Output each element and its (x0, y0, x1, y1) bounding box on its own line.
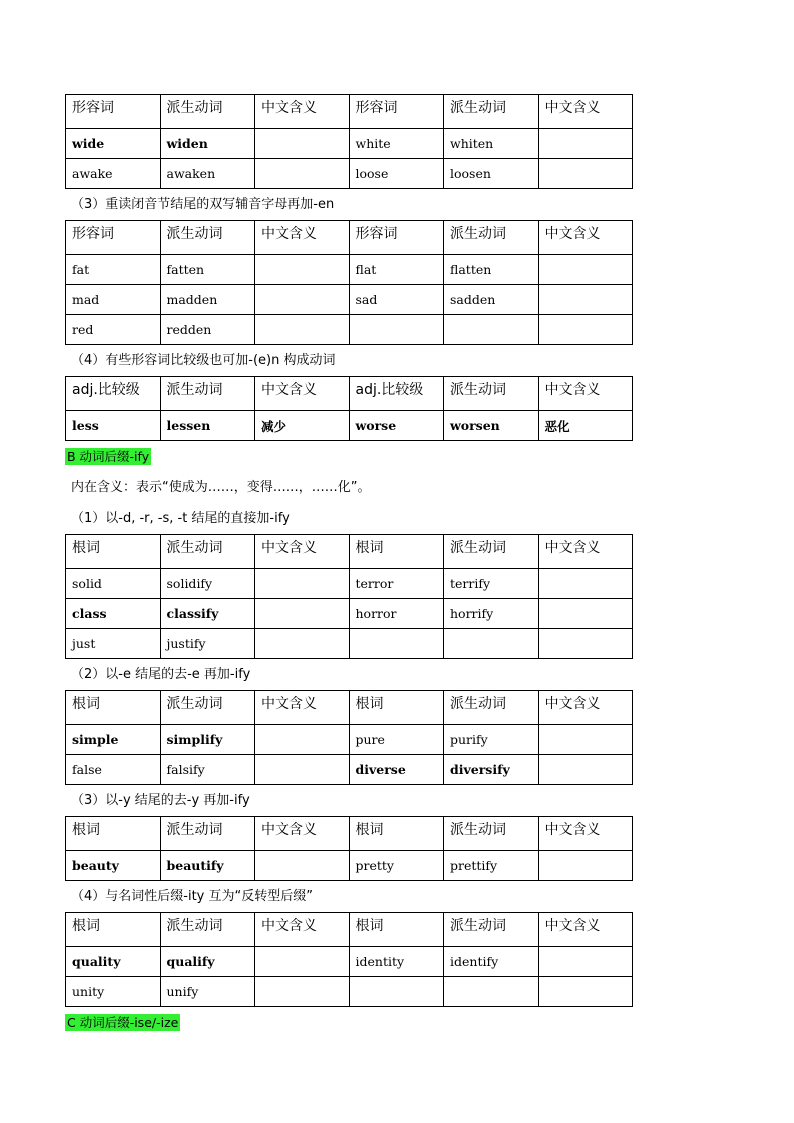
table-cell (349, 629, 444, 659)
table-ify-ity (65, 912, 633, 1007)
table-cell (538, 285, 633, 315)
table-cell: pure (349, 725, 444, 755)
table-row (66, 129, 633, 159)
table-cell: red (66, 315, 161, 345)
table-cell: worsen (444, 411, 539, 441)
table-header-row (66, 535, 633, 569)
table-cell: unify (160, 977, 255, 1007)
header-cell: 根词 (66, 913, 161, 947)
header-cell: 中文含义 (255, 377, 350, 411)
table-cell: madden (160, 285, 255, 315)
table-cell: identity (349, 947, 444, 977)
table-row (66, 725, 633, 755)
section-b-line-3: （3）以-y 结尾的去-y 再加-ify (71, 793, 250, 808)
section-b-line-4: （4）与名词性后缀-ity 互为“反转型后缀” (71, 889, 313, 904)
table-cell: awake (66, 159, 161, 189)
header-cell: 根词 (349, 913, 444, 947)
table-cell (255, 255, 350, 285)
table-cell: beauty (66, 851, 161, 881)
table-cell: class (66, 599, 161, 629)
table-header-row (66, 913, 633, 947)
table-ify-direct (65, 534, 633, 659)
header-cell: 中文含义 (538, 95, 633, 129)
table-cell (538, 159, 633, 189)
table-cell: unity (66, 977, 161, 1007)
table-cell: horrify (444, 599, 539, 629)
table-cell: flat (349, 255, 444, 285)
table-cell: solid (66, 569, 161, 599)
table-cell (538, 755, 633, 785)
table-cell: purify (444, 725, 539, 755)
table-cell (255, 315, 350, 345)
table-cell: justify (160, 629, 255, 659)
table-cell (255, 755, 350, 785)
table-row (66, 947, 633, 977)
section-b-heading (65, 441, 633, 472)
header-cell: 派生动词 (444, 221, 539, 255)
table-cell (538, 599, 633, 629)
header-cell: 派生动词 (160, 817, 255, 851)
table-cell (255, 129, 350, 159)
header-cell: 派生动词 (160, 691, 255, 725)
header-cell: 中文含义 (255, 913, 350, 947)
table-cell: widen (160, 129, 255, 159)
table-cell (444, 629, 539, 659)
table-cell: fat (66, 255, 161, 285)
table-cell: diverse (349, 755, 444, 785)
table-header-row (66, 377, 633, 411)
table-header-row (66, 221, 633, 255)
table-cell: awaken (160, 159, 255, 189)
header-cell: 派生动词 (444, 817, 539, 851)
header-cell: 派生动词 (160, 95, 255, 129)
table-cell (255, 725, 350, 755)
header-cell: 派生动词 (444, 95, 539, 129)
table-cell: redden (160, 315, 255, 345)
section-line-4: （4）有些形容词比较级也可加-(e)n 构成动词 (71, 353, 336, 368)
table-cell: sadden (444, 285, 539, 315)
table-comparative (65, 376, 633, 441)
table-row (66, 977, 633, 1007)
header-cell: 派生动词 (444, 535, 539, 569)
table-cell (255, 629, 350, 659)
header-cell: 中文含义 (538, 377, 633, 411)
section-line-3: （3）重读闭音节结尾的双写辅音字母再加-en (71, 197, 335, 212)
table-cell: loosen (444, 159, 539, 189)
table-cell: beautify (160, 851, 255, 881)
table-cell: identify (444, 947, 539, 977)
section-b-line-2: （2）以-e 结尾的去-e 再加-ify (71, 667, 251, 682)
header-cell: 中文含义 (255, 691, 350, 725)
table-cell (444, 977, 539, 1007)
header-cell: 中文含义 (255, 95, 350, 129)
table-cell: solidify (160, 569, 255, 599)
table-cell: simplify (160, 725, 255, 755)
table-cell: loose (349, 159, 444, 189)
table-cell (255, 159, 350, 189)
table-cell: whiten (444, 129, 539, 159)
table-cell: terrify (444, 569, 539, 599)
header-cell: 派生动词 (160, 377, 255, 411)
table-cell: flatten (444, 255, 539, 285)
header-cell: 形容词 (66, 221, 161, 255)
table-row (66, 285, 633, 315)
table-cell: classify (160, 599, 255, 629)
table-cell: 减少 (255, 411, 350, 441)
table-cell: terror (349, 569, 444, 599)
highlight: B 动词后缀-ify (67, 449, 150, 464)
header-cell: 中文含义 (538, 691, 633, 725)
header-cell: 形容词 (66, 95, 161, 129)
table-cell: less (66, 411, 161, 441)
header-cell: adj.比较级 (349, 377, 444, 411)
section-b-line-1: （1）以-d, -r, -s, -t 结尾的直接加-ify (71, 511, 290, 526)
header-cell: 中文含义 (538, 221, 633, 255)
table-header-row (66, 691, 633, 725)
table-cell (538, 725, 633, 755)
table-row (66, 629, 633, 659)
table-cell (538, 129, 633, 159)
table-cell (255, 947, 350, 977)
table-cell: sad (349, 285, 444, 315)
table-ify-drop-e (65, 690, 633, 785)
table-row (66, 411, 633, 441)
table-cell: just (66, 629, 161, 659)
table-cell: worse (349, 411, 444, 441)
header-cell: 形容词 (349, 221, 444, 255)
table-cell: simple (66, 725, 161, 755)
table-cell (538, 851, 633, 881)
table-cell: wide (66, 129, 161, 159)
header-cell: 中文含义 (255, 221, 350, 255)
table-cell: pretty (349, 851, 444, 881)
table-cell: falsify (160, 755, 255, 785)
table-cell (255, 977, 350, 1007)
table-cell: 恶化 (538, 411, 633, 441)
header-cell: 派生动词 (160, 221, 255, 255)
header-cell: 根词 (66, 817, 161, 851)
header-cell: 派生动词 (444, 691, 539, 725)
table-cell: fatten (160, 255, 255, 285)
table-en-suffix-1 (65, 94, 633, 189)
table-row (66, 159, 633, 189)
table-row (66, 569, 633, 599)
table-cell (538, 255, 633, 285)
table-row (66, 755, 633, 785)
table-row (66, 315, 633, 345)
table-cell (255, 285, 350, 315)
header-cell: 中文含义 (255, 817, 350, 851)
table-header-row (66, 95, 633, 129)
table-cell: mad (66, 285, 161, 315)
table-row (66, 851, 633, 881)
document-page (65, 94, 633, 1038)
table-cell (538, 315, 633, 345)
table-ify-drop-y (65, 816, 633, 881)
header-cell: 根词 (349, 691, 444, 725)
table-cell: white (349, 129, 444, 159)
table-cell (538, 977, 633, 1007)
table-cell: prettify (444, 851, 539, 881)
header-cell: 派生动词 (160, 913, 255, 947)
table-cell (538, 629, 633, 659)
header-cell: 根词 (349, 535, 444, 569)
table-row (66, 255, 633, 285)
header-cell: 派生动词 (160, 535, 255, 569)
header-cell: 派生动词 (444, 913, 539, 947)
table-row (66, 599, 633, 629)
table-cell: lessen (160, 411, 255, 441)
highlight: C 动词后缀-ise/-ize (67, 1015, 179, 1030)
section-b-intro: 内在含义：表示“使成为……，变得……，……化”。 (71, 480, 371, 495)
table-cell: qualify (160, 947, 255, 977)
table-cell: false (66, 755, 161, 785)
header-cell: 中文含义 (538, 913, 633, 947)
table-cell (538, 947, 633, 977)
table-cell (255, 569, 350, 599)
table-cell: quality (66, 947, 161, 977)
table-cell: horror (349, 599, 444, 629)
section-c-heading (65, 1007, 633, 1038)
table-cell (349, 315, 444, 345)
header-cell: 形容词 (349, 95, 444, 129)
table-cell (255, 599, 350, 629)
header-cell: adj.比较级 (66, 377, 161, 411)
table-header-row (66, 817, 633, 851)
header-cell: 根词 (66, 535, 161, 569)
header-cell: 中文含义 (538, 817, 633, 851)
table-en-double-consonant (65, 220, 633, 345)
header-cell: 派生动词 (444, 377, 539, 411)
header-cell: 根词 (66, 691, 161, 725)
header-cell: 中文含义 (255, 535, 350, 569)
header-cell: 中文含义 (538, 535, 633, 569)
table-cell (349, 977, 444, 1007)
table-cell (255, 851, 350, 881)
header-cell: 根词 (349, 817, 444, 851)
table-cell: diversify (444, 755, 539, 785)
table-cell (538, 569, 633, 599)
table-cell (444, 315, 539, 345)
